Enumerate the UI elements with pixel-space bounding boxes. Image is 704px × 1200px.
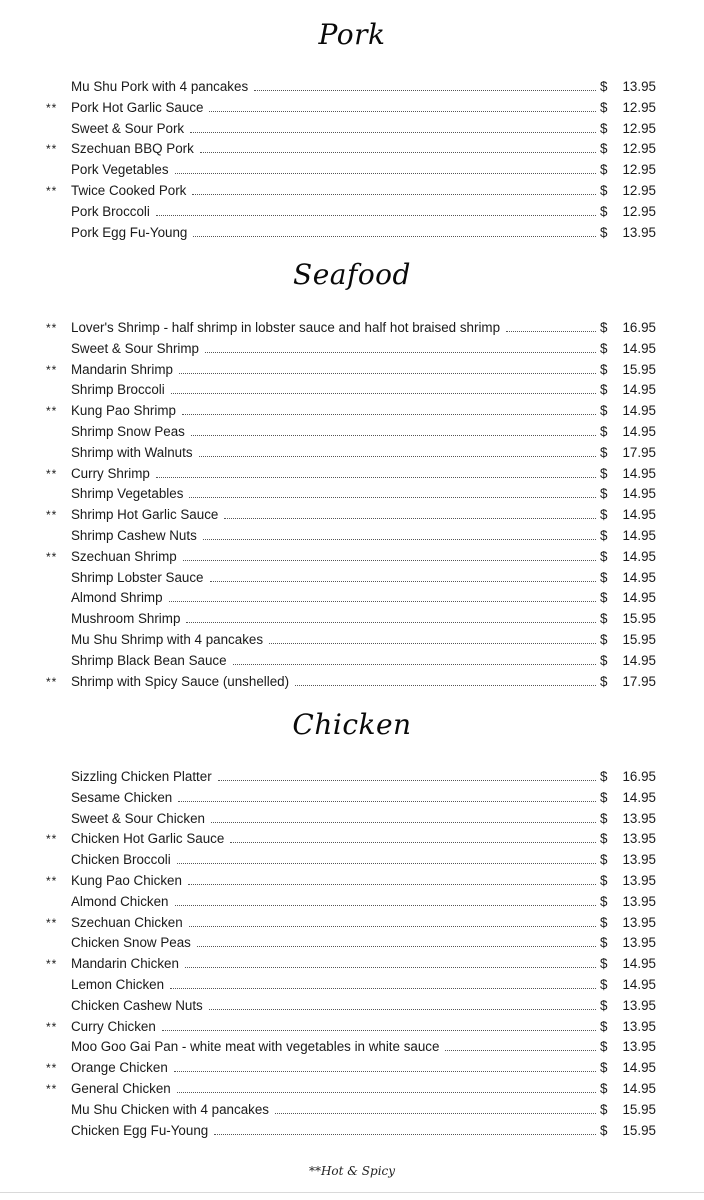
currency-symbol: $ xyxy=(600,99,608,115)
item-name: General Chicken xyxy=(71,1080,171,1096)
item-name: Shrimp Hot Garlic Sauce xyxy=(71,507,219,523)
currency-symbol: $ xyxy=(600,1018,608,1034)
menu-item xyxy=(0,181,704,202)
menu-item xyxy=(0,526,704,547)
currency-symbol: $ xyxy=(600,203,608,219)
item-price: 14.95 xyxy=(622,527,656,543)
item-name-line xyxy=(71,318,596,339)
item-price: 14.95 xyxy=(622,423,656,439)
item-price: 14.95 xyxy=(622,956,656,972)
item-price: 14.95 xyxy=(622,403,656,419)
menu-item xyxy=(0,98,704,119)
spicy-marker: ** xyxy=(46,362,58,377)
dot-leader xyxy=(200,151,596,153)
section-title-seafood: Seafood xyxy=(293,258,411,291)
dot-leader xyxy=(156,476,596,478)
item-name: Kung Pao Chicken xyxy=(71,872,182,888)
item-name: Chicken Snow Peas xyxy=(71,935,191,951)
item-price: 13.95 xyxy=(622,893,656,909)
item-price: 14.95 xyxy=(622,1060,656,1076)
menu-item xyxy=(0,829,704,850)
spicy-marker: ** xyxy=(46,508,58,523)
currency-symbol: $ xyxy=(600,590,608,606)
item-price: 13.95 xyxy=(622,810,656,826)
currency-symbol: $ xyxy=(600,527,608,543)
spicy-marker: ** xyxy=(46,915,58,930)
seafood-items xyxy=(0,318,704,692)
item-name-line xyxy=(71,651,596,672)
chicken-items xyxy=(0,767,704,1141)
item-price: 16.95 xyxy=(622,320,656,335)
menu-item xyxy=(0,672,704,693)
dot-leader xyxy=(506,330,596,332)
item-price: 12.95 xyxy=(622,141,656,157)
menu-item xyxy=(0,1100,704,1121)
dot-leader xyxy=(188,883,596,885)
item-name: Shrimp Cashew Nuts xyxy=(71,527,197,543)
dot-leader xyxy=(185,966,596,968)
spicy-legend: **Hot & Spicy xyxy=(308,1164,396,1178)
item-name: Shrimp Lobster Sauce xyxy=(71,569,204,585)
item-name-line xyxy=(71,630,596,651)
dot-leader xyxy=(275,1112,596,1114)
item-name: Sweet & Sour Chicken xyxy=(71,810,205,826)
menu-item xyxy=(0,318,704,339)
item-name: Szechuan BBQ Pork xyxy=(71,141,194,157)
currency-symbol: $ xyxy=(600,935,608,951)
item-name-line xyxy=(71,1121,596,1142)
currency-symbol: $ xyxy=(600,320,608,335)
dot-leader xyxy=(254,89,596,91)
item-price: 12.95 xyxy=(622,162,656,178)
item-price: 14.95 xyxy=(622,569,656,585)
currency-symbol: $ xyxy=(600,976,608,992)
dot-leader xyxy=(205,351,596,353)
currency-symbol: $ xyxy=(600,465,608,481)
item-name: Chicken Broccoli xyxy=(71,852,171,868)
currency-symbol: $ xyxy=(600,852,608,868)
item-name: Almond Chicken xyxy=(71,893,169,909)
item-name: Sweet & Sour Shrimp xyxy=(71,340,200,356)
currency-symbol: $ xyxy=(600,631,608,647)
menu-item xyxy=(0,443,704,464)
spicy-marker: ** xyxy=(46,873,58,888)
dot-leader xyxy=(193,235,596,237)
item-price: 13.95 xyxy=(622,831,656,847)
item-name-line xyxy=(71,1100,596,1121)
currency-symbol: $ xyxy=(600,769,608,784)
item-price: 13.95 xyxy=(622,935,656,951)
item-name: Lemon Chicken xyxy=(71,976,165,992)
menu-item xyxy=(0,339,704,360)
item-name-line xyxy=(71,505,596,526)
item-name-line xyxy=(71,119,596,140)
item-name-line xyxy=(71,871,596,892)
currency-symbol: $ xyxy=(600,224,608,240)
menu-item xyxy=(0,651,704,672)
item-name-line xyxy=(71,98,596,119)
spicy-marker: ** xyxy=(46,674,58,689)
dot-leader xyxy=(170,987,596,989)
item-name: Shrimp with Spicy Sauce (unshelled) xyxy=(71,673,290,689)
menu-item xyxy=(0,568,704,589)
menu-item xyxy=(0,871,704,892)
currency-symbol: $ xyxy=(600,997,608,1013)
item-name-line xyxy=(71,767,596,788)
item-name-line xyxy=(71,1058,596,1079)
menu-item xyxy=(0,850,704,871)
menu-item xyxy=(0,975,704,996)
currency-symbol: $ xyxy=(600,569,608,585)
item-name-line xyxy=(71,954,596,975)
item-name: Mandarin Chicken xyxy=(71,956,179,972)
menu-item xyxy=(0,77,704,98)
currency-symbol: $ xyxy=(600,673,608,689)
item-name-line xyxy=(71,139,596,160)
currency-symbol: $ xyxy=(600,486,608,502)
spicy-marker: ** xyxy=(46,466,58,481)
item-name-line xyxy=(71,568,596,589)
spicy-marker: ** xyxy=(46,1081,58,1096)
item-name: Sesame Chicken xyxy=(71,789,173,805)
item-name: Mandarin Shrimp xyxy=(71,361,173,377)
menu-item xyxy=(0,401,704,422)
dot-leader xyxy=(233,663,596,665)
item-price: 12.95 xyxy=(622,203,656,219)
dot-leader xyxy=(177,862,596,864)
menu-item xyxy=(0,380,704,401)
currency-symbol: $ xyxy=(600,548,608,564)
dot-leader xyxy=(177,1091,596,1093)
item-name-line xyxy=(71,672,596,693)
item-price: 14.95 xyxy=(622,486,656,502)
menu-item xyxy=(0,1037,704,1058)
item-name: Kung Pao Shrimp xyxy=(71,403,176,419)
menu-item xyxy=(0,996,704,1017)
item-name: Shrimp with Walnuts xyxy=(71,444,193,460)
item-name-line xyxy=(71,464,596,485)
item-name: Szechuan Shrimp xyxy=(71,548,177,564)
item-name-line xyxy=(71,547,596,568)
spicy-marker: ** xyxy=(46,183,58,198)
item-price: 13.95 xyxy=(622,1018,656,1034)
item-price: 13.95 xyxy=(622,914,656,930)
item-price: 14.95 xyxy=(622,548,656,564)
item-name-line xyxy=(71,829,596,850)
item-price: 14.95 xyxy=(622,507,656,523)
dot-leader xyxy=(178,800,596,802)
spicy-marker: ** xyxy=(46,832,58,847)
menu-item xyxy=(0,630,704,651)
item-price: 13.95 xyxy=(622,79,656,94)
item-name: Sizzling Chicken Platter xyxy=(71,769,212,784)
item-name-line xyxy=(71,933,596,954)
item-name: Chicken Hot Garlic Sauce xyxy=(71,831,225,847)
menu-item xyxy=(0,788,704,809)
item-price: 12.95 xyxy=(622,182,656,198)
spicy-marker: ** xyxy=(46,321,58,335)
item-price: 13.95 xyxy=(622,872,656,888)
item-name: Lover's Shrimp - half shrimp in lobster sauce and half hot braised shrimp xyxy=(71,320,501,335)
currency-symbol: $ xyxy=(600,1101,608,1117)
currency-symbol: $ xyxy=(600,914,608,930)
spicy-marker: ** xyxy=(46,404,58,419)
item-name-line xyxy=(71,1017,596,1038)
menu-item xyxy=(0,954,704,975)
dot-leader xyxy=(190,131,596,133)
menu-item xyxy=(0,484,704,505)
dot-leader xyxy=(214,1133,596,1135)
item-name-line xyxy=(71,360,596,381)
item-price: 14.95 xyxy=(622,789,656,805)
dot-leader xyxy=(295,684,596,686)
spicy-marker: ** xyxy=(46,549,58,564)
menu-item xyxy=(0,223,704,244)
menu-item xyxy=(0,139,704,160)
currency-symbol: $ xyxy=(600,182,608,198)
menu-item xyxy=(0,360,704,381)
item-price: 14.95 xyxy=(622,976,656,992)
item-name-line xyxy=(71,588,596,609)
dot-leader xyxy=(169,600,596,602)
currency-symbol: $ xyxy=(600,423,608,439)
currency-symbol: $ xyxy=(600,340,608,356)
item-name: Pork Egg Fu-Young xyxy=(71,224,188,240)
menu-item xyxy=(0,202,704,223)
item-name: Almond Shrimp xyxy=(71,590,163,606)
dot-leader xyxy=(171,392,596,394)
currency-symbol: $ xyxy=(600,789,608,805)
dot-leader xyxy=(174,1070,596,1072)
dot-leader xyxy=(210,580,597,582)
menu-item xyxy=(0,505,704,526)
spicy-marker: ** xyxy=(46,142,58,157)
dot-leader xyxy=(156,214,596,216)
dot-leader xyxy=(230,841,596,843)
dot-leader xyxy=(211,821,596,823)
dot-leader xyxy=(189,496,596,498)
item-price: 13.95 xyxy=(622,1039,656,1055)
dot-leader xyxy=(192,193,596,195)
menu-item xyxy=(0,422,704,443)
item-price: 14.95 xyxy=(622,465,656,481)
item-name-line xyxy=(71,202,596,223)
item-name-line xyxy=(71,526,596,547)
item-name-line xyxy=(71,339,596,360)
spicy-marker: ** xyxy=(46,1061,58,1076)
item-price: 13.95 xyxy=(622,852,656,868)
item-price: 15.95 xyxy=(622,631,656,647)
item-name-line xyxy=(71,996,596,1017)
menu-item xyxy=(0,1017,704,1038)
item-name: Chicken Cashew Nuts xyxy=(71,997,203,1013)
currency-symbol: $ xyxy=(600,1122,608,1138)
item-name-line xyxy=(71,380,596,401)
currency-symbol: $ xyxy=(600,1080,608,1096)
item-name: Shrimp Vegetables xyxy=(71,486,184,502)
item-name: Moo Goo Gai Pan - white meat with vegetables in white sauce xyxy=(71,1039,440,1055)
dot-leader xyxy=(162,1029,596,1031)
currency-symbol: $ xyxy=(600,141,608,157)
item-price: 15.95 xyxy=(622,611,656,627)
currency-symbol: $ xyxy=(600,1039,608,1055)
dot-leader xyxy=(224,517,596,519)
menu-item xyxy=(0,809,704,830)
dot-leader xyxy=(199,455,596,457)
item-name-line xyxy=(71,609,596,630)
item-name: Pork Hot Garlic Sauce xyxy=(71,99,204,115)
item-name-line xyxy=(71,913,596,934)
currency-symbol: $ xyxy=(600,611,608,627)
dot-leader xyxy=(445,1049,596,1051)
item-name-line xyxy=(71,77,596,98)
item-name: Twice Cooked Pork xyxy=(71,182,187,198)
item-price: 12.95 xyxy=(622,99,656,115)
item-name: Chicken Egg Fu-Young xyxy=(71,1122,209,1138)
item-name-line xyxy=(71,443,596,464)
item-price: 16.95 xyxy=(622,769,656,784)
menu-item xyxy=(0,1121,704,1142)
pork-items xyxy=(0,77,704,243)
currency-symbol: $ xyxy=(600,361,608,377)
dot-leader xyxy=(203,538,596,540)
dot-leader xyxy=(189,925,596,927)
menu-item xyxy=(0,160,704,181)
currency-symbol: $ xyxy=(600,810,608,826)
currency-symbol: $ xyxy=(600,956,608,972)
menu-item xyxy=(0,609,704,630)
item-price: 17.95 xyxy=(622,444,656,460)
item-name: Mu Shu Chicken with 4 pancakes xyxy=(71,1101,269,1117)
item-name: Mu Shu Pork with 4 pancakes xyxy=(71,79,249,94)
currency-symbol: $ xyxy=(600,79,608,94)
dot-leader xyxy=(183,559,596,561)
item-name: Sweet & Sour Pork xyxy=(71,120,185,136)
item-name: Pork Broccoli xyxy=(71,203,150,219)
dot-leader xyxy=(175,172,596,174)
menu-item xyxy=(0,933,704,954)
spicy-marker: ** xyxy=(46,1019,58,1034)
item-name: Mu Shu Shrimp with 4 pancakes xyxy=(71,631,264,647)
item-name: Curry Shrimp xyxy=(71,465,150,481)
item-price: 14.95 xyxy=(622,652,656,668)
dot-leader xyxy=(179,372,596,374)
currency-symbol: $ xyxy=(600,652,608,668)
currency-symbol: $ xyxy=(600,1060,608,1076)
menu-item xyxy=(0,1079,704,1100)
currency-symbol: $ xyxy=(600,872,608,888)
item-price: 14.95 xyxy=(622,340,656,356)
item-name: Shrimp Snow Peas xyxy=(71,423,185,439)
section-title-chicken: Chicken xyxy=(292,708,412,741)
item-price: 13.95 xyxy=(622,224,656,240)
item-price: 15.95 xyxy=(622,1122,656,1138)
dot-leader xyxy=(191,434,596,436)
item-price: 13.95 xyxy=(622,997,656,1013)
page-bottom-divider xyxy=(0,1192,704,1193)
item-name-line xyxy=(71,484,596,505)
item-price: 15.95 xyxy=(622,1101,656,1117)
item-name-line xyxy=(71,1037,596,1058)
dot-leader xyxy=(209,110,596,112)
item-name: Curry Chicken xyxy=(71,1018,156,1034)
item-name-line xyxy=(71,160,596,181)
item-name-line xyxy=(71,181,596,202)
section-title-pork: Pork xyxy=(318,18,386,51)
item-name: Mushroom Shrimp xyxy=(71,611,181,627)
dot-leader xyxy=(269,642,596,644)
menu-item xyxy=(0,913,704,934)
dot-leader xyxy=(182,413,596,415)
item-name-line xyxy=(71,975,596,996)
item-name-line xyxy=(71,422,596,443)
item-price: 14.95 xyxy=(622,590,656,606)
currency-symbol: $ xyxy=(600,444,608,460)
item-name: Pork Vegetables xyxy=(71,162,169,178)
item-name: Shrimp Black Bean Sauce xyxy=(71,652,227,668)
item-price: 15.95 xyxy=(622,361,656,377)
currency-symbol: $ xyxy=(600,831,608,847)
item-name: Szechuan Chicken xyxy=(71,914,183,930)
currency-symbol: $ xyxy=(600,162,608,178)
item-name-line xyxy=(71,809,596,830)
menu-item xyxy=(0,464,704,485)
dot-leader xyxy=(175,904,596,906)
spicy-marker: ** xyxy=(46,957,58,972)
item-name-line xyxy=(71,223,596,244)
item-price: 17.95 xyxy=(622,673,656,689)
item-name-line xyxy=(71,401,596,422)
menu-item xyxy=(0,119,704,140)
item-price: 14.95 xyxy=(622,1080,656,1096)
item-name-line xyxy=(71,850,596,871)
menu-item xyxy=(0,1058,704,1079)
currency-symbol: $ xyxy=(600,120,608,136)
item-name: Orange Chicken xyxy=(71,1060,168,1076)
menu-item xyxy=(0,547,704,568)
item-name-line xyxy=(71,1079,596,1100)
currency-symbol: $ xyxy=(600,382,608,398)
currency-symbol: $ xyxy=(600,893,608,909)
menu-item xyxy=(0,767,704,788)
item-price: 12.95 xyxy=(622,120,656,136)
spicy-marker: ** xyxy=(46,100,58,115)
currency-symbol: $ xyxy=(600,403,608,419)
dot-leader xyxy=(197,945,596,947)
currency-symbol: $ xyxy=(600,507,608,523)
item-price: 14.95 xyxy=(622,382,656,398)
item-name-line xyxy=(71,788,596,809)
item-name: Shrimp Broccoli xyxy=(71,382,165,398)
item-name-line xyxy=(71,892,596,913)
dot-leader xyxy=(209,1008,596,1010)
dot-leader xyxy=(218,779,596,781)
menu-item xyxy=(0,892,704,913)
dot-leader xyxy=(186,621,596,623)
menu-item xyxy=(0,588,704,609)
